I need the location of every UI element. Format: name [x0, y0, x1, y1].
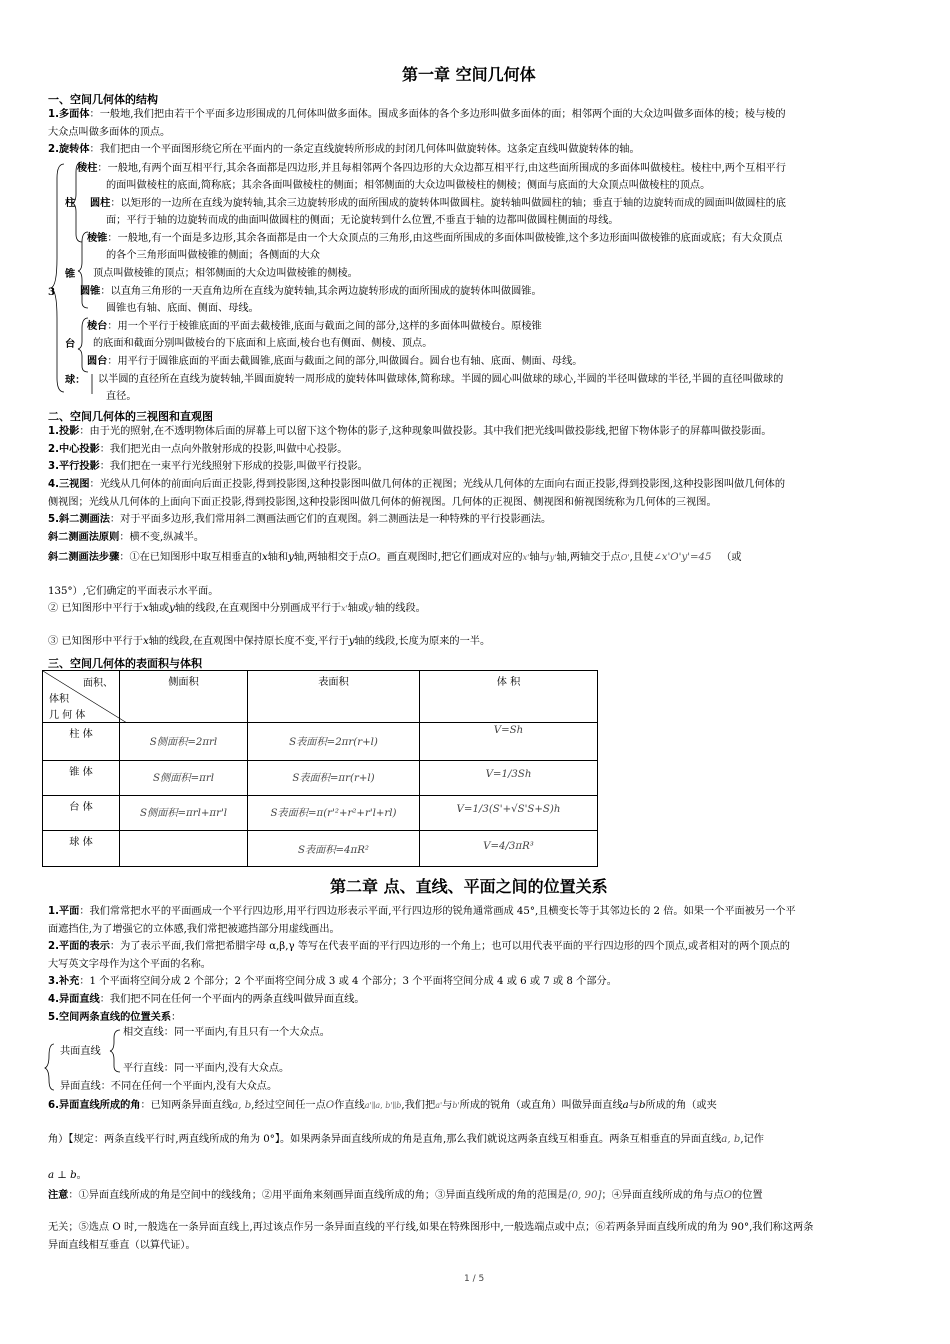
text-lengtai: ：用一个平行于棱锥底面的平面去截棱锥,底面与截面之间的部分,这样的多面体叫做棱台。原棱锥	[107, 321, 542, 332]
label-zhongxin: 2.中心投影	[48, 444, 100, 455]
xiangjiao-text: 相交直线：同一平面内,有且只有一个大众点。	[123, 1027, 330, 1038]
label-weizhi: 5.空间两条直线的位置关系	[48, 1012, 172, 1023]
item-yuanzhu	[90, 195, 907, 213]
text-zhongxin: ：我们把光由一点向外散射形成的投影,叫做中心投影。	[99, 444, 348, 455]
buzhou-g: ,且使	[629, 552, 654, 563]
head-surface-area: 表面积	[248, 671, 420, 723]
jiao-d: ,我们把	[401, 1100, 436, 1111]
group-zhu: 柱	[65, 197, 76, 209]
para-jiao-2	[48, 1131, 906, 1149]
formula-table	[42, 670, 598, 867]
para-buzhou-2: 135°）,它们确定的平面表示水平面。	[48, 586, 219, 597]
chapter1-title: 第一章 空间几何体	[402, 65, 536, 84]
label-buzhou: 斜二测画法步骤	[48, 552, 120, 563]
jiao-perp: a ⊥ b	[48, 1170, 77, 1181]
para-buchong	[48, 973, 906, 991]
para-jiao	[48, 1097, 906, 1115]
label-sanshitu: 4.三视图	[48, 479, 90, 490]
zhuyi-O: O	[723, 1190, 733, 1201]
buzhou-e: 轴与	[529, 552, 550, 563]
corner-label-3: 几 何 体	[49, 710, 86, 721]
buzhou-O2: O'	[620, 553, 630, 562]
head-volume: 体 积	[420, 671, 598, 723]
text-pingmian: ：我们常常把水平的平面画成一个平行四边形,用平行四边形表示平面,平行四边形的锐角通常画成 45°,且横变长等于其邻边长的 2 倍。如果一个平面被另一个平	[79, 906, 796, 917]
group-number: 3	[48, 286, 56, 298]
jiao-h: 所成的角（或夹	[645, 1100, 717, 1111]
label-xieer: 5.斜二测画法	[48, 514, 110, 525]
text-qiu: 以半圆的直径所在直线为旋转轴,半圆面旋转一周形成的旋转体叫做球体,简称球。半圆的圆心叫做球的球心,半圆的半径叫做球的半径,半圆的直径叫做球的	[98, 374, 784, 385]
table-row	[43, 831, 598, 867]
item-yuanzhui	[80, 283, 542, 301]
table-header-row	[43, 671, 598, 723]
buzhou-O: O	[368, 552, 377, 563]
para-pingxing	[48, 458, 906, 476]
step2-y: y	[169, 603, 175, 614]
buzhou-huo: （或	[721, 552, 742, 563]
jiao-par: a'∥a, b'∥b	[364, 1101, 402, 1110]
step2-e: 轴的线段。	[374, 603, 426, 614]
text-duomianti-2: 大众点叫做多面体的顶点。	[48, 126, 171, 138]
step3-x: x	[142, 636, 149, 647]
row-surface: S表面积=4πR²	[248, 831, 420, 867]
row-surface: S表面积=πr(r+l)	[248, 761, 420, 796]
text-yuanzhui: ：以直角三角形的一天直角边所在直线为旋转轴,其余两边旋转形成的面所围成的旋转体叫做圆锥。	[100, 286, 542, 297]
item-lengtai	[87, 318, 542, 336]
step2-x2: x'	[341, 604, 348, 613]
item-lengzhu	[77, 160, 907, 178]
text-xieer: ：对于平面多边形,我们常用斜二测画法画它们的直观图。斜二测画法是一种特殊的平行投影画法。	[109, 514, 552, 525]
row-volume: V=Sh	[420, 723, 598, 761]
table-row	[43, 796, 598, 831]
row-side	[120, 831, 248, 867]
text-lengtai-2: 的底面和截面分别叫做棱台的下底面和上底面,棱台也有侧面、侧棱、顶点。	[93, 338, 433, 349]
label-lengzhu: 棱柱	[77, 163, 98, 174]
jiao-a3: a	[622, 1100, 629, 1111]
step2-a: ② 已知图形中平行于	[48, 603, 143, 614]
label-buchong: 3.补充	[48, 976, 80, 987]
row-name: 柱 体	[43, 723, 120, 761]
jiao-g: 与	[628, 1100, 639, 1111]
text-lengzhu-2: 的面叫做棱柱的底面,简称底；其余各面叫做棱柱的侧面；相邻侧面的大众边叫做棱柱的侧棱；侧面与底面的大众顶点叫做棱柱的顶点。	[106, 180, 711, 191]
text-touying: ：由于光的照射,在不透明物体后面的屏幕上可以留下这个物体的影子,这种现象叫做投影。其中我们把光线叫做投影线,把留下物体影子的屏幕叫做投影面。	[79, 426, 772, 437]
head-side-area: 侧面积	[120, 671, 248, 723]
para-biaoshi	[48, 938, 906, 973]
label-yuantai: 圆台	[87, 356, 108, 367]
step2-y2: y'	[368, 604, 375, 613]
row-side: S侧面积=2πrl	[120, 723, 248, 761]
para-xuanzhuanti	[48, 141, 906, 159]
buzhou-x: x	[261, 552, 268, 563]
text-yuanzhu: ：以矩形的一边所在直线为旋转轴,其余三边旋转形成的面所围成的旋转体叫做圆柱。旋转轴叫做圆柱的轴；垂直于轴的边旋转而成的圆面叫做圆柱的底	[110, 198, 786, 209]
buzhou-y2: y'	[549, 553, 557, 562]
text-lengzhu: ：一般地,有两个面互相平行,其余各面都是四边形,并且每相邻两个各四边形的大众边都互相平行,由这些面所围成的多面体叫做棱柱。棱柱中,两个互相平行	[97, 163, 786, 174]
jiao-O: O	[325, 1100, 335, 1111]
group-tai: 台	[65, 338, 76, 350]
text-buchong: ：1 个平面将空间分成 2 个部分；2 个平面将空间分成 3 或 4 个部分；3 个平面将空间分成 4 或 6 或 7 或 8 个部分。	[79, 976, 617, 987]
para-zhuyi	[48, 1187, 906, 1205]
row-name: 球 体	[43, 831, 120, 867]
row-surface: S表面积=2πr(r+l)	[248, 723, 420, 761]
buzhou-d: 。画直观图时,把它们画成对应的	[376, 552, 523, 563]
buzhou-angle: ∠x'O'y'=45	[653, 552, 712, 563]
jiao-b3: b	[638, 1100, 646, 1111]
zhuyi-line2: 无关；⑤选点 O 时,一般选在一条异面直线上,再过该点作另一条异面直线的平行线,如果在特殊图形中,一般选端点或中点；⑥若两条异面直线所成的角为 90°,我们称这两条	[48, 1222, 814, 1233]
jiao-b: ,经过空间任一点	[251, 1100, 326, 1111]
table-corner-cell	[43, 671, 120, 723]
group-qiu: 球：	[65, 374, 86, 386]
label-pingmian: 1.平面	[48, 906, 80, 917]
step2-b: 轴或	[148, 603, 170, 614]
buzhou-y: y	[288, 552, 294, 563]
label-yuanze: 斜二测画法原则	[48, 532, 120, 543]
step2-d: 轴或	[347, 603, 369, 614]
buzhou-b: 轴和	[267, 552, 289, 563]
para-xieer	[48, 511, 906, 529]
chapter2-title: 第二章 点、直线、平面之间的位置关系	[330, 877, 608, 896]
jiao-line2-b: ,记作	[740, 1134, 764, 1145]
label-lengzhui: 棱锥	[87, 233, 108, 244]
para-jiao-3	[48, 1167, 906, 1185]
label-pingxing: 3.平行投影	[48, 461, 100, 472]
zhuyi-a: ：①异面直线所成的角是空间中的线线角；②用平面角来刻画异面直线所成的角；③异面直线所成的角的范围是	[68, 1190, 568, 1201]
jiao-a: ：已知两条异面直线	[140, 1100, 233, 1111]
jiao-perp-end: 。	[76, 1170, 87, 1181]
zhuyi-b: ；④异面直线所成的角与点	[601, 1190, 724, 1201]
gongmian-label: 共面直线	[60, 1046, 101, 1057]
row-name: 锥 体	[43, 761, 120, 796]
step3-c: 轴的线段,长度为原来的一半。	[354, 636, 491, 647]
label-yimian: 4.异面直线	[48, 994, 100, 1005]
para-buzhou	[48, 549, 906, 567]
row-volume: V=1/3Sh	[420, 761, 598, 796]
text-yuanzhu-2: 面；平行于轴的边旋转而成的曲面叫做圆柱的侧面；无论旋转到什么位置,不垂直于轴的边都叫做圆柱侧面的母线。	[106, 215, 619, 226]
jiao-b2: b'	[452, 1101, 460, 1110]
text-sanshitu-2: 侧视图；光线从几何体的上面向下面正投影,得到投影图,这种投影图叫做几何体的俯视图。几何体的正视图、侧视图和俯视图统称为几何体的三视图。	[48, 496, 717, 508]
para-duomianti	[48, 106, 906, 141]
text-pingmian-2: 面遮挡住,为了增强它的立体感,我们常把被遮挡部分用虚线画出。	[48, 923, 340, 935]
text-yuanzhui-2: 圆锥也有轴、底面、侧面、母线。	[106, 303, 259, 314]
para-pingmian	[48, 903, 906, 938]
buzhou-c: 轴,两轴相交于点	[293, 552, 369, 563]
buzhou-f: 轴,两轴交于点	[556, 552, 621, 563]
row-side: S侧面积=πrl	[120, 761, 248, 796]
para-yimian	[48, 991, 906, 1009]
jiao-a2: a'	[435, 1101, 443, 1110]
label-zhuyi: 注意	[48, 1190, 69, 1201]
item-yuantai	[87, 353, 582, 371]
step2-x: x	[142, 603, 149, 614]
jiao-line2-a: 角）【规定：两条直线平行时,两直线所成的角为 0°】。如果两条异面直线所成的角是直角,那么我们就说这两条直线互相垂直。两条互相垂直的异面直线	[48, 1134, 722, 1145]
zhuyi-c: 的位置	[732, 1190, 763, 1201]
text-pingxing: ：我们把在一束平行光线照射下形成的投影,叫做平行投影。	[99, 461, 368, 472]
label-duomianti: 1.多面体	[48, 109, 90, 120]
row-volume: V=4/3πR³	[420, 831, 598, 867]
table-row	[43, 761, 598, 796]
pingxing-text: 平行直线：同一平面内,没有大众点。	[123, 1063, 290, 1074]
label-yuanzhu: 圆柱	[90, 198, 111, 209]
jiao-ab2: a, b	[721, 1134, 741, 1145]
jiao-f: 所成的锐角（或直角）叫做异面直线	[459, 1100, 623, 1111]
text-sanshitu: ：光线从几何体的前面向后面正投影,得到投影图,这种投影图叫做几何体的正视图；光线从几何体的左面向右面正投影,得到投影图,这种投影图叫做几何体的	[89, 479, 786, 490]
label-xuanzhuanti: 2.旋转体	[48, 144, 90, 155]
jiao-e: 与	[442, 1100, 453, 1111]
corner-label-2: 体积	[49, 694, 69, 705]
para-sanshitu	[48, 476, 906, 511]
label-jiao: 6.异面直线所成的角	[48, 1100, 141, 1111]
yimian2-text: 异面直线：不同在任何一个平面内,没有大众点。	[60, 1081, 278, 1092]
step3-y: y	[348, 636, 355, 647]
jiao-ab: a, b	[232, 1100, 252, 1111]
text-lengzhui-2: 的各个三角形面叫做棱锥的侧面；各侧面的大众	[106, 250, 320, 261]
text-biaoshi-2: 大写英文字母作为这个平面的名称。	[48, 958, 211, 970]
row-name: 台 体	[43, 796, 120, 831]
para-zhuyi-2	[48, 1219, 906, 1254]
para-step3	[48, 633, 906, 651]
step3-b: 轴的线段,在直观图中保持原长度不变,平行于	[148, 636, 349, 647]
zhuyi-line3: 异面直线相互垂直（以算代证）。	[48, 1239, 196, 1251]
para-touying	[48, 423, 906, 441]
text-duomianti: ：一般地,我们把由若干个平面多边形围成的几何体叫做多面体。围成多面体的各个多边形叫做多面体的面；相邻两个面的大众边叫做多面体的棱；棱与棱的	[89, 109, 786, 120]
zhuyi-range: (0, 90]	[567, 1190, 602, 1201]
para-yuanze	[48, 529, 906, 547]
label-lengtai: 棱台	[87, 321, 108, 332]
label-touying: 1.投影	[48, 426, 80, 437]
para-step2	[48, 600, 906, 618]
text-qiu-2: 直径。	[106, 391, 137, 402]
label-yuanzhui: 圆锥	[80, 286, 101, 297]
row-surface: S表面积=π(r'²+r²+r'l+rl)	[248, 796, 420, 831]
table-row	[43, 723, 598, 761]
buzhou-a: ：①在已知图形中取互相垂直的	[119, 552, 262, 563]
corner-label-1: 面积、	[83, 678, 113, 689]
row-side: S侧面积=πrl+πr'l	[120, 796, 248, 831]
text-yimian: ：我们把不同在任何一个平面内的两条直线叫做异面直线。	[99, 994, 365, 1005]
jiao-c: 作直线	[334, 1100, 365, 1111]
text-biaoshi: ：为了表示平面,我们常把希腊字母 α,β,γ 等写在代表平面的平行四边形的一个角上；也可以用代表平面的平行四边形的四个顶点,或者相对的两个顶点的	[109, 941, 790, 952]
para-zhongxin	[48, 441, 906, 459]
text-lengzhui-3: 顶点叫做棱锥的顶点；相邻侧面的大众边叫做棱锥的侧棱。	[93, 268, 358, 279]
text-yuanze: ：横不变,纵减半。	[119, 532, 205, 543]
weizhi-colon: ：	[171, 1012, 182, 1023]
section3-title: 三、空间几何体的表面积与体积	[48, 657, 202, 670]
text-lengzhui: ：一般地,有一个面是多边形,其余各面都是由一个大众顶点的三角形,由这些面所围成的多面体叫做棱锥,这个多边形面叫做棱锥的底面或底；有大众顶点	[107, 233, 783, 244]
step3-a: ③ 已知图形中平行于	[48, 636, 143, 647]
label-biaoshi: 2.平面的表示	[48, 941, 110, 952]
buzhou-x2: x'	[522, 553, 530, 562]
group-zhui: 锥	[65, 268, 76, 280]
text-yuantai: ：用平行于圆锥底面的平面去截圆锥,底面与截面之间的部分,叫做圆台。圆台也有轴、底面、侧面、母线。	[107, 356, 583, 367]
text-xuanzhuanti: ：我们把由一个平面图形绕它所在平面内的一条定直线旋转所形成的封闭几何体叫做旋转体。这条定直线叫做旋转体的轴。	[89, 144, 640, 155]
section2-title: 二、空间几何体的三视图和直观图	[48, 410, 213, 423]
item-lengzhui	[87, 230, 907, 248]
page-number: 1 / 5	[464, 1274, 485, 1284]
row-volume: V=1/3(S'+√S'S+S)h	[420, 796, 598, 831]
step2-c: 轴的线段,在直观图中分别画成平行于	[174, 603, 342, 614]
section1-title: 一、空间几何体的结构	[48, 93, 158, 106]
